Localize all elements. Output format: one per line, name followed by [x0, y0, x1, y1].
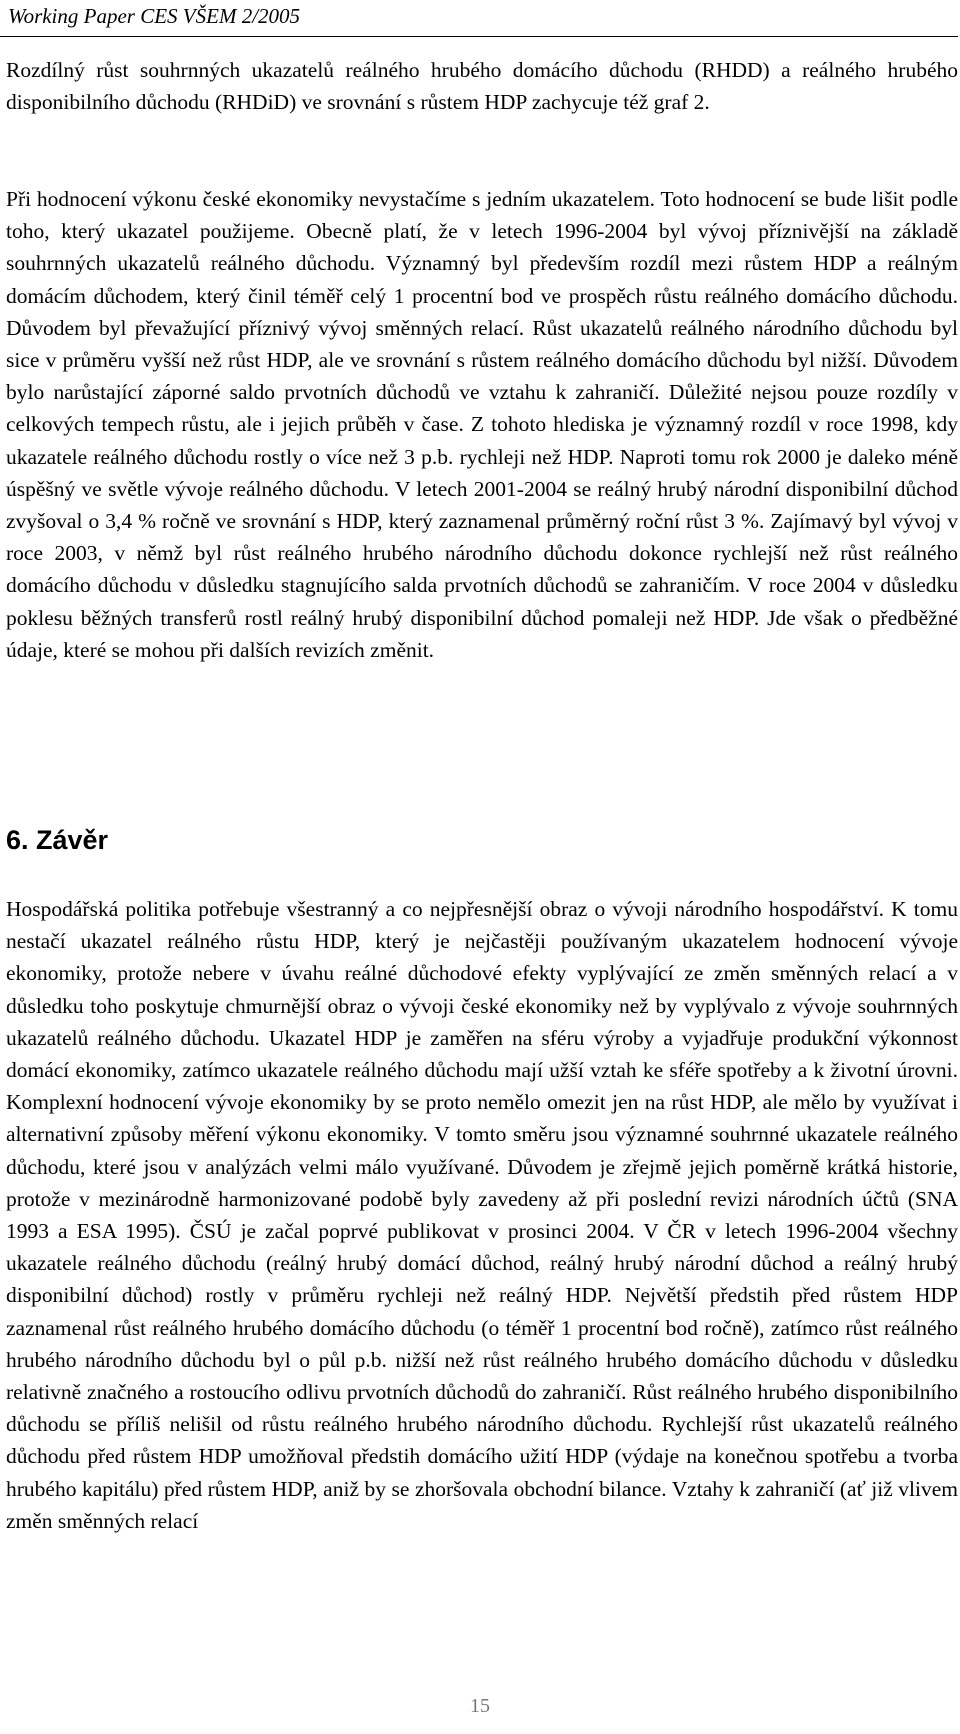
header-divider: [0, 36, 958, 37]
running-header: Working Paper CES VŠEM 2/2005: [8, 4, 301, 28]
section-heading: 6. Závěr: [6, 825, 109, 855]
body-paragraph-1: Rozdílný růst souhrnných ukazatelů reálného hrubého domácího důchodu (RHDD) a reálného hrubého disponibilního důchodu (RHDiD) ve srovnání s růstem HDP zachycuje též graf 2.: [6, 58, 958, 115]
body-paragraph-2: Při hodnocení výkonu české ekonomiky nevystačíme s jedním ukazatelem. Toto hodnocení se bude lišit podle toho, který ukazatel použijeme. Obecně platí, že v letech 1996-2004 byl vývoj příznivější na základě souhrnných ukazatelů reálného důchodu. Významný byl především rozdíl mezi růstem HDP a reálným domácím důchodem, který činil téměř celý 1 procentní bod ve prospěch růstu reálného domácího důchodu. Důvodem byl převažující příznivý vývoj směnných relací. Růst ukazatelů reálného národního důchodu byl sice v průměru vyšší než růst HDP, ale ve srovnání s růstem reálného domácího důchodu byl nižší. Důvodem bylo narůstající záporné saldo prvotních důchodů ve vztahu k zahraničí. Důležité nejsou pouze rozdíly v celkových tempech růstu, ale i jejich průběh v čase. Z tohoto hlediska je významný rozdíl v roce 1998, kdy ukazatele reálného důchodu rostly o více než 3 p.b. rychleji než HDP. Naproti tomu rok 2000 je daleko méně úspěšný ve světle vývoje reálného důchodu. V letech 2001-2004 se reálný hrubý národní disponibilní důchod zvyšoval o 3,4 % ročně ve srovnání s HDP, který zaznamenal průměrný roční růst 3 %. Zajímavý byl vývoj v roce 2003, v němž byl růst reálného hrubého národního důchodu dokonce rychlejší než růst reálného domácího důchodu v důsledku stagnujícího salda prvotních důchodů se zahraničím. V roce 2004 v důsledku poklesu běžných transferů rostl reálný hrubý disponibilní důchod pomaleji než HDP. Jde však o předběžné údaje, které se mohou při dalších revizích změnit.: [6, 187, 958, 662]
body-paragraph-3: Hospodářská politika potřebuje všestranný a co nejpřesnější obraz o vývoji národního hospodářství. K tomu nestačí ukazatel reálného růstu HDP, který je nejčastěji používaným ukazatelem hodnocení vývoje ekonomiky, protože nebere v úvahu reálné důchodové efekty vyplývající ze změn směnných relací a v důsledku toho poskytuje chmurnější obraz o vývoji české ekonomiky než by vyplývalo z vývoje souhrnných ukazatelů reálného důchodu. Ukazatel HDP je zaměřen na sféru výroby a vyjadřuje produkční výkonnost domácí ekonomiky, zatímco ukazatele reálného důchodu mají užší vztah ke sféře spotřeby a k životní úrovni. Komplexní hodnocení vývoje ekonomiky by se proto nemělo omezit jen na růst HDP, ale mělo by využívat i alternativní způsoby měření výkonu ekonomiky. V tomto směru jsou významné souhrnné ukazatele reálného důchodu, které jsou v analýzách velmi málo využívané. Důvodem je zřejmě jejich poměrně krátká historie, protože v mezinárodně harmonizované podobě byly zavedeny až při poslední revizi národních účtů (SNA 1993 a ESA 1995). ČSÚ je začal poprvé publikovat v prosinci 2004. V ČR v letech 1996-2004 všechny ukazatele reálného důchodu (reálný hrubý domácí důchod, reálný hrubý národní důchod a reálný hrubý disponibilní důchod) rostly v průměru rychleji než reálný HDP. Největší předstih před růstem HDP zaznamenal růst reálného hrubého domácího důchodu (o téměř 1 procentní bod ročně), zatímco růst reálného hrubého národního důchodu byl o půl p.b. nižší než růst reálného hrubého domácího důchodu v důsledku relativně značného a rostoucího odlivu prvotních důchodů do zahraničí. Růst reálného hrubého disponibilního důchodu se příliš nelišil od růstu reálného hrubého národního důchodu. Rychlejší růst ukazatelů reálného důchodu před růstem HDP umožňoval předstih domácího užití HDP (výdaje na konečnou spotřebu a tvorba hrubého kapitálu) před růstem HDP, aniž by se zhoršovala obchodní bilance. Vztahy k zahraničí (ať již vlivem změn směnných relací: [6, 897, 958, 1533]
page-number: 15: [470, 1695, 490, 1717]
